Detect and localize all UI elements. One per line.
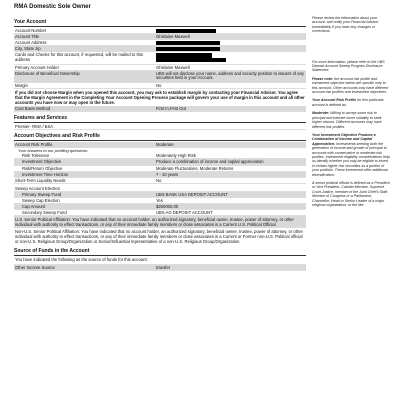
disclosure-row: Disclosure of Beneficial Ownership UBS will not disclose your name, address and security position to issuers of any securities held in your Account.: [14, 71, 306, 83]
us-political-affiliation: U.S. Senior Political Affiliation: You have indicated that no account holder, an authorized signatory, beneficial owner, trustee, power of attorney, or other individual with authority to effect transactions, or any of their immediate family members or close associates is a Current U.S. Political Official.: [14, 216, 306, 228]
redaction-bar: [156, 29, 216, 33]
cost-basis-row: Cost Basis Method First In,First Out: [14, 106, 306, 112]
redaction-bar: [156, 41, 220, 45]
margin-row: Margin No: [14, 83, 306, 89]
risk-profile-row: Account Risk Profile Moderate: [14, 142, 306, 148]
main-content: [14, 16, 306, 271]
side-note-profile: Your Account Risk Profile for this particular account is defined as:: [312, 98, 384, 107]
liquidity-row: Short-Term Liquidity Needs No: [14, 178, 306, 184]
objectives-heading: Account Objectives and Risk Profile: [14, 133, 306, 141]
profiling-note: Your answers to our profiling questions:: [18, 147, 89, 153]
redaction-bar: [156, 47, 220, 51]
funds-intro-row: You have indicated the following as the source of funds for this account:: [14, 257, 306, 265]
margin-notice: If you did not choose Margin when you opened this account, you may ask to establish margin by contacting your Financial Advisor. You agree that the Margin Agreement in the Completing Your Account Opening Process package will govern your use of margin in this account and all other accounts you have now or may open in the future.: [15, 89, 305, 105]
secondary-sweep-row: Secondary Sweep Fund UBS AG DEPOSIT ACCOUNT: [14, 210, 306, 216]
primary-sweep-row: Primary Sweep Fund UBS BANK USA DEPOSIT ACCOUNT: [14, 192, 306, 198]
redaction-bar: [156, 58, 226, 62]
account-address-row: Account Address: [14, 40, 306, 46]
risk-tolerance-row: Risk Tolerance Moderately High Risk: [14, 153, 306, 159]
risk-return-row: Risk/Return Objective Moderate Fluctuations, Moderate Returns: [14, 166, 306, 172]
side-note-sweep: For more information, please refer to the UBS Deposit Account Sweep Program Disclosure Statement.: [312, 59, 385, 73]
your-account-heading: Your Account: [14, 19, 306, 27]
city-state-row: City, State zip: [14, 46, 306, 52]
sweep-election-row: Sweep Account Election: [14, 186, 306, 192]
side-note-risk: Please note: the account risk profile and investment objective below are specific only to this account. Other accounts may have different account risk profiles and investment objectives.: [312, 76, 389, 95]
features-heading: Features and Services: [14, 115, 306, 123]
side-notes: [312, 16, 390, 211]
source-of-funds-heading: Source of Funds in the Account: [14, 248, 306, 256]
side-note-political: A senior political official is defined as a President or Vice President, Cabinet Member, Supreme Court Justice, member of the Joint Chief's Staff, Member of Congress or a Parliament, Chancellor, Head or Senior Leader of a major religious organization, or the like.: [312, 180, 390, 207]
account-title-row: Account Title Ghislaine Maxwell: [14, 34, 306, 40]
side-note-moderate: Moderate: Willing to accept some risk to principal and tolerate some volatility to seek higher returns. Different accounts may have different risk profiles.: [312, 111, 382, 129]
cap-amount-row: Cap Amount $250000.00: [14, 204, 306, 210]
redaction-bar: [156, 53, 212, 57]
document-title: RMA Domestic Sole Owner: [14, 4, 91, 10]
primary-holder-row: Primary Account Holder Ghislaine Maxwell: [14, 65, 306, 71]
side-note-review: Please review the information about your account, and notify your Financial Advisor immediately if you have any changes or corrections.: [312, 16, 379, 34]
investment-objective-row: Investment Objective Produce a combination of income and capital appreciation: [14, 159, 306, 167]
non-us-political-affiliation: Non-U.S. Senior Political Affiliation: You have indicated that no account holder, an authorized signatory, beneficial owner, trustee, power of attorney, or other individual with authority to effect transactions, or any of their immediate family members or close associates is a Current or Former non-U.S. Political official or non-U.S. Religious Group/Organization or Senior/Influential representative of a non-U.S. Religious Group/Organization.: [15, 229, 303, 245]
other-income-row: Other Income Source transfer: [14, 265, 306, 271]
cards-checks-row: Cards and Checks for this account, if requested, will be mailed to this address: [14, 52, 306, 65]
account-number-row: Account Number: [14, 28, 306, 34]
features-row: Premier- RMA / BSA: [14, 124, 306, 130]
sweep-cap-row: Sweep Cap Election Yes: [14, 198, 306, 204]
time-horizon-row: Investment Time Horizon 7 - 10 years: [14, 172, 306, 178]
side-note-objective: Your Investment Objective Produce a Combination of Income and Capital Appreciation: Investments seeking both the generation of income and growth of principal to accounts with conservative or moderate risk profiles. Investment eligibility considerations help us identify whether you may be eligible to invest in certain higher risk securities as a portion of your portfolio. These investment offer additional diversification.: [312, 132, 390, 177]
